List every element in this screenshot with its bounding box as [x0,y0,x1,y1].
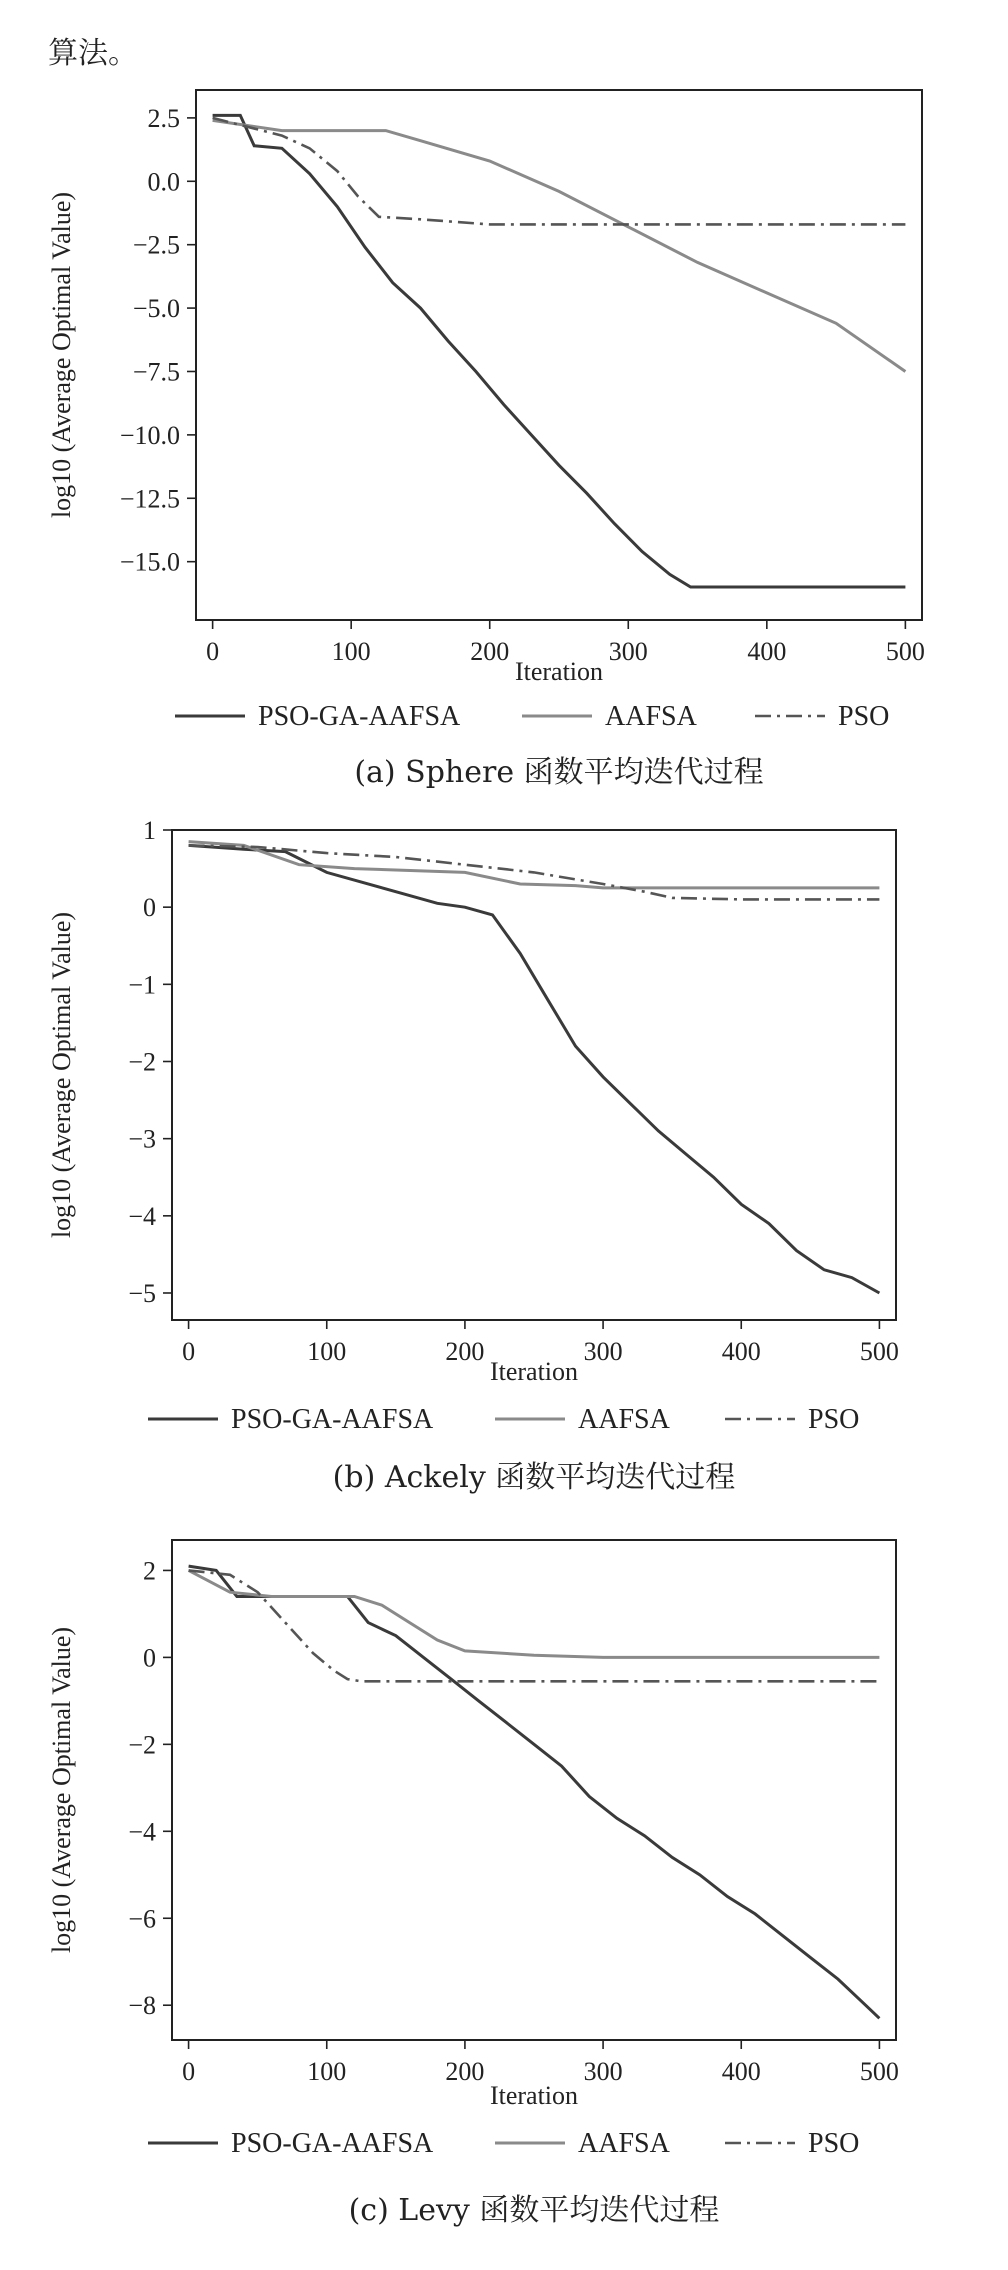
y-tick-label: −10.0 [119,420,180,450]
series-line-aafsa [213,120,906,371]
chart-levy [0,1530,1008,2270]
x-tick-label: 200 [470,637,510,666]
y-tick-label: −5.0 [132,294,180,324]
y-tick-label: 0.0 [147,167,180,197]
x-tick-label: 100 [331,637,371,666]
chart-sphere [0,80,1008,820]
x-tick-label: 0 [206,637,220,666]
series-line-aafsa [189,842,880,888]
x-tick-label: 400 [721,2057,761,2086]
x-tick-label: 300 [583,2057,623,2086]
y-tick-label: −2.5 [132,230,180,260]
y-tick-label: −4 [128,1817,156,1847]
series-line-pso-ga-aafsa [213,115,906,587]
y-tick-label: 2 [143,1556,156,1586]
series-line-pso-ga-aafsa [189,1566,880,2018]
y-axis-label: log10 (Average Optimal Value) [47,911,76,1239]
top-text-fragment: 算法。 [48,36,138,71]
y-tick-label: −5 [128,1278,156,1308]
y-tick-label: −2 [128,1730,156,1760]
x-tick-label: 500 [859,1337,899,1366]
y-tick-label: −1 [128,970,156,1000]
x-tick-label: 0 [182,2057,196,2086]
series-line-pso [213,118,906,224]
x-tick-label: 300 [608,637,648,666]
x-tick-label: 500 [885,637,925,666]
y-axis-label: log10 (Average Optimal Value) [47,1626,76,1954]
legend-label-aafsa: AAFSA [578,1404,670,1435]
y-tick-label: −8 [128,1991,156,2021]
chart-caption: (b) Ackely 函数平均迭代过程 [332,1460,736,1495]
y-tick-label: −2 [128,1047,156,1077]
y-tick-label: −4 [128,1201,156,1231]
chart-ackely [0,820,1008,1540]
x-axis-label: Iteration [489,2081,579,2110]
legend-label-aafsa: AAFSA [578,2128,670,2159]
legend-label-pso: PSO [838,701,890,732]
x-tick-label: 100 [307,2057,347,2086]
chart-caption: (a) Sphere 函数平均迭代过程 [354,755,764,790]
x-tick-label: 500 [859,2057,899,2086]
x-tick-label: 200 [445,1337,485,1366]
y-tick-label: −3 [128,1124,156,1154]
legend-label-pso: PSO [808,2128,860,2159]
plot-frame [172,830,896,1320]
y-tick-label: 0 [143,893,156,923]
y-tick-label: −12.5 [119,484,180,514]
y-tick-label: 0 [143,1643,156,1673]
x-tick-label: 400 [747,637,787,666]
x-axis-label: Iteration [489,1357,579,1386]
y-tick-label: −6 [128,1904,156,1934]
x-tick-label: 100 [307,1337,347,1366]
x-tick-label: 400 [721,1337,761,1366]
legend-label-aafsa: AAFSA [605,701,697,732]
x-tick-label: 0 [182,1337,196,1366]
y-tick-label: −7.5 [132,357,180,387]
series-line-pso-ga-aafsa [189,845,880,1293]
plot-frame [172,1540,896,2040]
legend-label-pso-ga-aafsa: PSO-GA-AAFSA [231,1404,434,1435]
y-axis-label: log10 (Average Optimal Value) [47,191,76,519]
y-tick-label: −15.0 [119,547,180,577]
x-axis-label: Iteration [514,657,604,686]
x-tick-label: 300 [583,1337,623,1366]
legend-label-pso-ga-aafsa: PSO-GA-AAFSA [231,2128,434,2159]
legend-label-pso-ga-aafsa: PSO-GA-AAFSA [258,701,461,732]
y-tick-label: 1 [143,820,156,845]
x-tick-label: 200 [445,2057,485,2086]
chart-caption: (c) Levy 函数平均迭代过程 [348,2193,720,2228]
legend-label-pso: PSO [808,1404,860,1435]
series-line-pso [189,1570,880,1681]
y-tick-label: 2.5 [147,103,180,133]
series-line-aafsa [189,1570,880,1657]
